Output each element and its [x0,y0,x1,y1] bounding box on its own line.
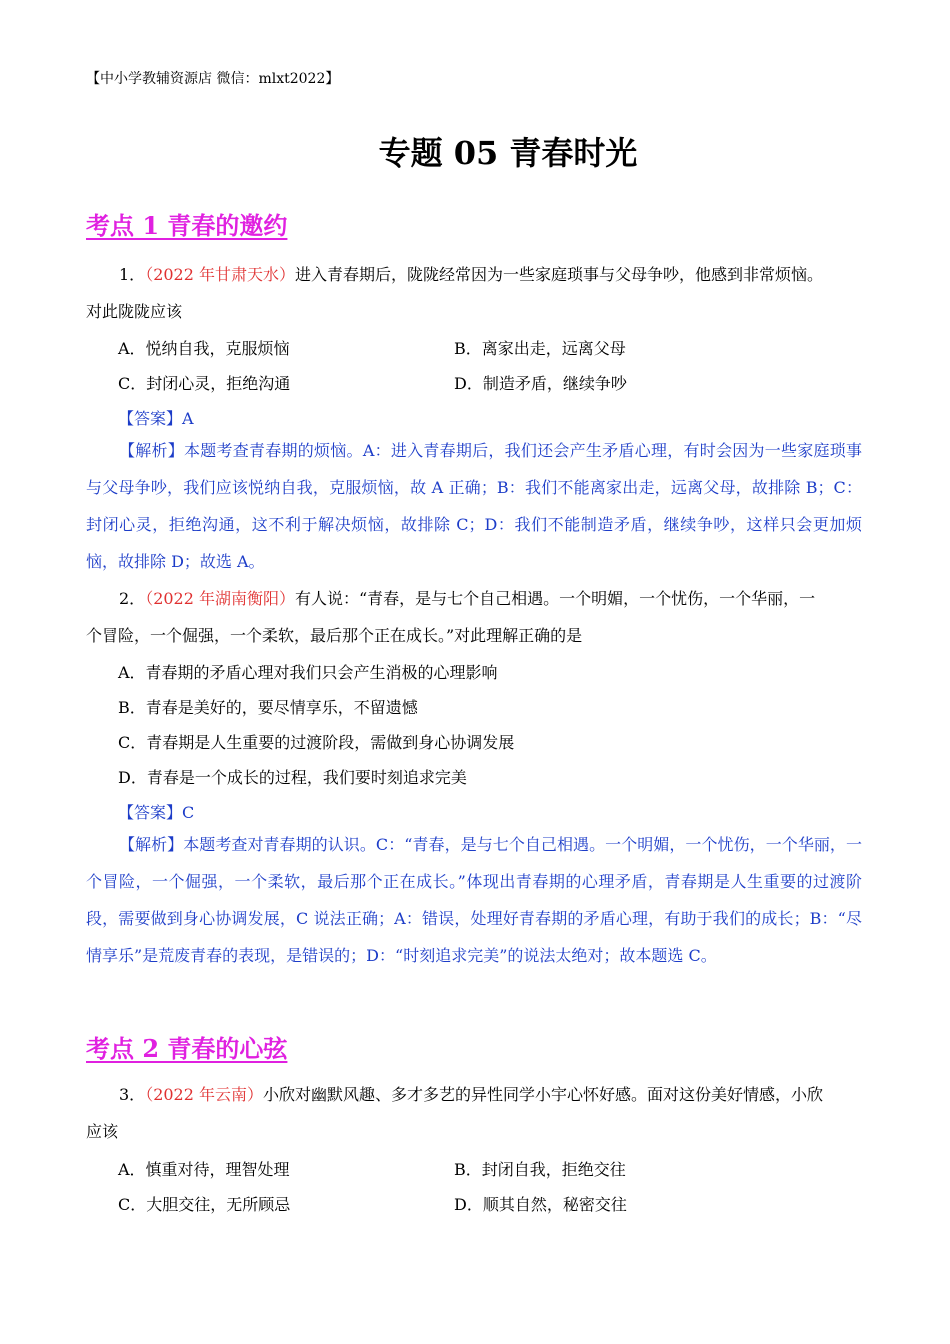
option-a: A．悦纳自我，克服烦恼 [118,339,290,358]
option-d: D．制造矛盾，继续争吵 [454,374,627,393]
question-source: （2022 年云南） [145,1085,263,1104]
option-d: D．青春是一个成长的过程，我们要时刻追求完美 [118,768,467,787]
option-c: C．青春期是人生重要的过渡阶段，需做到身心协调发展 [118,733,515,752]
analysis: 【解析】本题考查青春期的烦恼。A：进入青春期后，我们还会产生矛盾心理，有时会因为一些家庭琐事与父母争吵，我们应该悦纳自我，克服烦恼，故 A 正确；B：我们不能离家出走，远离父母，故排除 B；C：封闭心灵，拒绝沟通，这不利于解决烦恼，故排除 C；D：我们不能制造矛盾，继续争吵，这样只会更加烦恼，故排除 D；故选 A。 [86,441,862,571]
question-stem-cont: 应该 [86,1122,119,1141]
option-a: A．青春期的矛盾心理对我们只会产生消极的心理影响 [118,663,498,682]
question-stem: 有人说：“青春，是与七个自己相遇。一个明媚，一个忧伤，一个华丽，一 [295,589,816,608]
answer: 【答案】C [118,803,195,822]
question-number: 1． [119,265,146,284]
page-title: 专题 05 青春时光 [378,134,638,172]
question-stem-cont: 对此陇陇应该 [86,302,183,321]
header-note: 【中小学教辅资源店 微信：mlxt2022】 [86,71,340,87]
question-1 [86,256,862,330]
option-b: B．离家出走，远离父母 [454,339,626,358]
answer: 【答案】A [118,409,194,428]
question-number: 2． [119,589,146,608]
option-b: B．封闭自我，拒绝交往 [454,1160,626,1179]
option-a: A．慎重对待，理智处理 [118,1160,290,1179]
option-d: D．顺其自然，秘密交往 [454,1195,627,1214]
analysis: 【解析】本题考查对青春期的认识。C：“青春，是与七个自己相遇。一个明媚，一个忧伤，一个华丽，一个冒险，一个倔强，一个柔软，最后那个正在成长。”体现出青春期的心理矛盾，青春期是人生重要的过渡阶段，需要做到身心协调发展，C 说法正确；A：错误，处理好青春期的矛盾心理，有助于我们的成长；B：“尽情享乐”是荒废青春的表现，是错误的；D：“时刻追求完美”的说法太绝对；故本题选 C。 [86,835,862,965]
question-stem: 进入青春期后，陇陇经常因为一些家庭琐事与父母争吵，他感到非常烦恼。 [295,265,824,284]
option-b: B．青春是美好的，要尽情享乐，不留遗憾 [118,698,418,717]
option-c: C．大胆交往，无所顾忌 [118,1195,291,1214]
section-heading-1: 考点 1 青春的邀约 [86,211,288,240]
question-3 [86,1076,862,1150]
question-stem: 小欣对幽默风趣、多才多艺的异性同学小宇心怀好感。面对这份美好情感，小欣 [263,1085,824,1104]
question-2 [86,580,862,654]
question-source: （2022 年湖南衡阳） [145,589,295,608]
question-number: 3． [119,1085,146,1104]
section-heading-2: 考点 2 青春的心弦 [86,1034,288,1063]
question-stem-cont: 个冒险，一个倔强，一个柔软，最后那个正在成长。”对此理解正确的是 [86,626,583,645]
option-c: C．封闭心灵，拒绝沟通 [118,374,291,393]
question-source: （2022 年甘肃天水） [145,265,295,284]
